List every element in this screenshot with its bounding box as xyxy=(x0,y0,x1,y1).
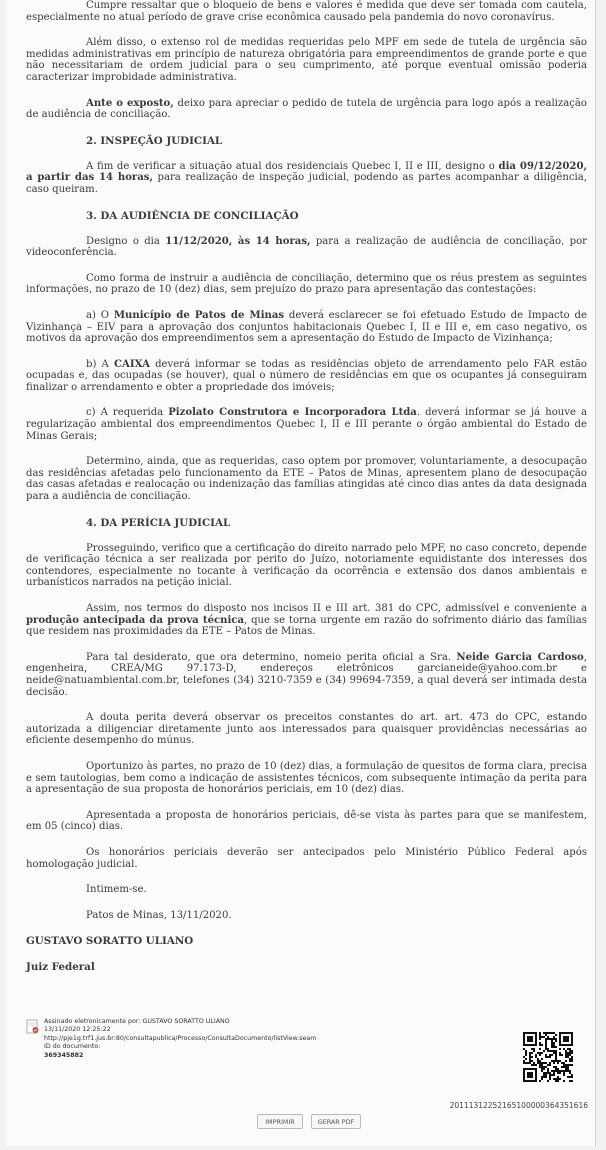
paragraph xyxy=(26,359,587,394)
document-number: 20111312252165100000364351616 xyxy=(449,1101,588,1110)
judge-title: Juiz Federal xyxy=(26,961,95,974)
paragraph-text: deverá esclarecer se foi efetuado Estudo de Impacto de Vizinhança – EIV para a aprovação dos conjuntos habitacionais Quebec I, II e III e, em caso negativo, os motivos da aprovação dos empreendimentos sem a apresentação do Estudo de Impacto de Vizinhança; xyxy=(26,309,587,345)
print-button[interactable]: IMPRIMIR xyxy=(257,1114,303,1129)
place-date: Patos de Minas, 13/11/2020. xyxy=(86,909,232,921)
document-id-value: 369345882 xyxy=(44,1051,84,1059)
document-page xyxy=(6,0,596,1146)
section-title-hearing: 3. DA AUDIÊNCIA DE CONCILIAÇÃO xyxy=(86,209,299,222)
paragraph: Cumpre ressaltar que o bloqueio de bens e valores é medida que deve ser tomada com cautela, especialmente no atual período de grave crise econômica causado pela pandemia do novo coronavírus. xyxy=(26,0,587,23)
paragraph-text: para realização de inspeção judicial, podendo as partes acompanhar a diligência, caso queiram. xyxy=(26,172,588,195)
paragraph: Apresentada a proposta de honorários periciais, dê-se vista às partes para que se manifestem, em 05 (cinco) dias. xyxy=(26,809,587,833)
paragraph-text: . deverá informar se já houve a regularização ambiental dos empreendimentos Quebec I, II e III perante o órgão ambiental do Estado de Minas Gerais; xyxy=(26,407,587,442)
bold-text: Neide Garcia Cardoso xyxy=(456,651,584,663)
paragraph: Oportunizo às partes, no prazo de 10 (dez) dias, a formulação de quesitos de forma clara, precisa e sem tautologias, bem como a indicação de assistentes técnicos, com subsequente intimação da perita para a apresentação de sua proposta de honorários periciais, em 10 (dez) dias. xyxy=(26,760,587,796)
bold-text: CAIXA xyxy=(114,358,150,370)
paragraph: Como forma de instruir a audiência de conciliação, determino que os réus prestem as seguintes informações, no prazo de 10 (dez) dias, sem prejuízo do prazo para apresentação das contestações: xyxy=(26,272,587,296)
paragraph-text: a) O xyxy=(86,309,114,321)
judge-name: GUSTAVO SORATTO ULIANO xyxy=(26,935,194,948)
paragraph-text: A fim de verificar a situação atual dos residenciais Quebec I, II e III, designo o xyxy=(86,160,499,172)
paragraph-text: deixo para apreciar o pedido de tutela de urgência para logo após a realização de audiência de conciliação. xyxy=(26,97,587,121)
signature-text xyxy=(44,1018,334,1060)
paragraph-text: c) A requerida xyxy=(86,407,169,419)
paragraph xyxy=(26,652,587,698)
generate-pdf-button[interactable]: GERAR PDF xyxy=(311,1114,361,1129)
signature-timestamp: 13/11/2020 12:25:22 xyxy=(44,1026,111,1034)
paragraph: Os honorários periciais deverão ser antecipados pelo Ministério Público Federal após homologação judicial. xyxy=(26,846,587,870)
paragraph xyxy=(26,98,587,121)
paragraph-text: b) A xyxy=(86,358,115,370)
paragraph: Além disso, o extenso rol de medidas requeridas pelo MPF em sede de tutela de urgência são medidas administrativas em princípio de natureza obrigatória para empreendimentos de grande porte e que não necessitariam de ordem judicial para o seu cumprimento, até porque eventual omissão poderia caracterizar improbidade administrativa. xyxy=(26,37,587,83)
paragraph xyxy=(26,161,587,196)
section-title-expert: 4. DA PERÍCIA JUDICIAL xyxy=(86,516,231,529)
paragraph-text: , que se torna urgente em razão do sofrimento diário das famílias que residem nas proximidades da ETE – Patos de Minas. xyxy=(26,614,587,638)
paragraph-text: Assim, nos termos do disposto nos incisos II e III art. 381 do CPC, admissível e conveniente a xyxy=(86,603,587,614)
paragraph-text: deverá informar se todas as residências objeto de arrendamento pelo FAR estão ocupadas e, das ocupadas (se houver), qual o número de residências em que os ocupantes já conseguiram finalizar o arrendamento e obter a propriedade dos imóveis; xyxy=(26,358,588,393)
bold-text: 11/12/2020, às 14 horas, xyxy=(165,235,311,247)
paragraph: Prosseguindo, verifico que a certificação do direito narrado pelo MPF, no caso concreto, depende de verificação técnica a ser realizada por perito do Juízo, notoriamente equidistante dos interesses dos contendores, especialmente no tocante à verificação da ocorrência e extensão dos danos ambientais e urbanísticos narrados na petição inicial. xyxy=(26,542,587,589)
paragraph-text: , engenheira, CREA/MG 97.173-D, endereços eletrônicos garcianeide@yahoo.com.br e neide@natuambiental.com.br, telefones (34) 3210-7359 e (34) 99694-7359, a qual deverá ser intimada desta decisão. xyxy=(26,651,587,698)
paragraph xyxy=(26,407,587,442)
closing-text: Intimem-se. xyxy=(86,884,147,896)
document-id xyxy=(44,1043,334,1060)
bold-text: Ante o exposto, xyxy=(86,97,174,109)
paragraph xyxy=(26,310,587,345)
signed-document-icon xyxy=(26,1019,40,1035)
paragraph xyxy=(26,236,587,259)
signature-signer: Assinado eletronicamente por: GUSTAVO SORATTO ULIANO xyxy=(44,1018,230,1025)
paragraph: A douta perita deverá observar os preceitos constantes do art. art. 473 do CPC, estando autorizada a diligenciar diretamente junto aos interessados para quaisquer providências necessárias ao eficiente desempenho do múnus. xyxy=(26,712,587,747)
bold-text: produção antecipada da prova técnica xyxy=(26,614,244,626)
section-title-inspection: 2. INSPEÇÃO JUDICIAL xyxy=(86,134,223,147)
qr-code xyxy=(523,1032,573,1082)
document-body xyxy=(26,0,587,987)
bold-text: Pizolato Construtora e Incorporadora Ltda xyxy=(168,407,417,419)
paragraph-text: Para tal desiderato, que ora determino, nomeio perita oficial a Sra. xyxy=(86,651,457,663)
paragraph xyxy=(26,603,587,638)
bold-text: Município de Patos de Minas xyxy=(113,309,285,321)
paragraph-text: para a realização de audiência de conciliação, por videoconferência. xyxy=(26,235,587,259)
paragraph-text: Designo o dia xyxy=(86,235,166,247)
paragraph: Determino, ainda, que as requeridas, caso optem por promover, voluntariamente, a desocupação das residências afetadas pelo funcionamento da ETE – Patos de Minas, apresentem plano de desocupação das casas afetadas e realocação ou indenização das famílias atingidas até cinco dias antes da data designada para a audiência de conciliação. xyxy=(26,456,587,503)
signature-url[interactable]: http://pje1g.trf1.jus.br:80/consultapublica/Processo/ConsultaDocumento/listView.seam xyxy=(44,1034,317,1042)
document-id-label: ID do documento: xyxy=(44,1043,101,1051)
bold-text: dia 09/12/2020, a partir das 14 horas, xyxy=(26,160,587,184)
